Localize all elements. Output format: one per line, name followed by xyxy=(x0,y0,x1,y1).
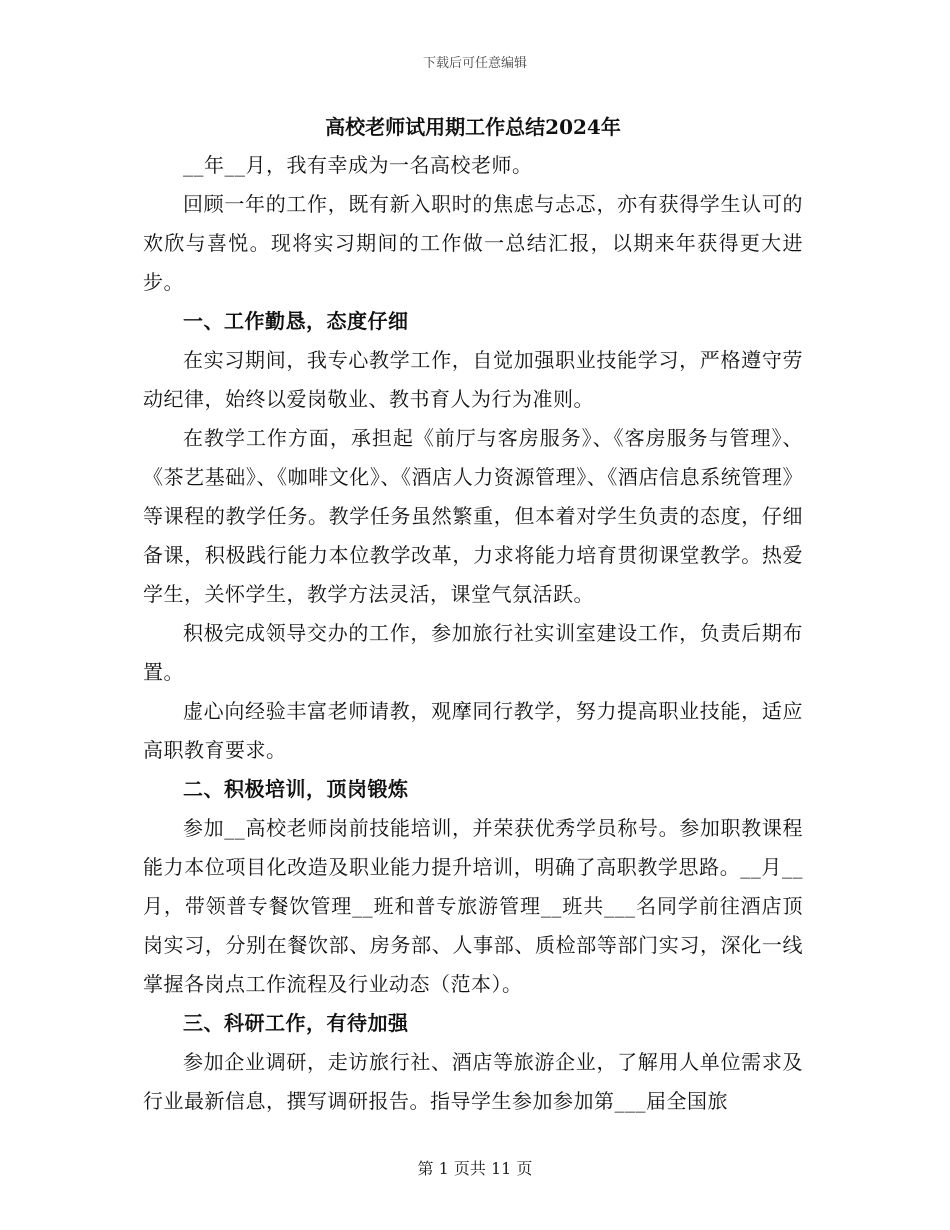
section-heading: 三、科研工作，有待加强 xyxy=(183,1011,409,1035)
header-note: 下载后可任意编辑 xyxy=(422,56,527,71)
document-body xyxy=(143,108,803,1121)
section-heading: 一、工作勤恳，态度仔细 xyxy=(183,309,409,333)
paragraph: 参加__高校老师岗前技能培训，并荣获优秀学员称号。参加职教课程能力本位项目化改造及职业能力提升培训，明确了高职教学思路。__月__月，带领普专餐饮管理__班和普专旅游管理__班共___名同学前往酒店顶岗实习，分别在餐饮部、房务部、人事部、质检部等部门实习，深化一线掌握各岗点工作流程及行业动态（范本）。 xyxy=(143,816,803,996)
paragraph: 积极完成领导交办的工作，参加旅行社实训室建设工作，负责后期布置。 xyxy=(143,621,803,684)
page-footer: 第 1 页共 11 页 xyxy=(417,1159,533,1178)
section-heading: 二、积极培训，顶岗锻炼 xyxy=(183,777,409,801)
paragraph: 在实习期间，我专心教学工作，自觉加强职业技能学习，严格遵守劳动纪律，始终以爱岗敬业、教书育人为行为准则。 xyxy=(143,348,803,411)
paragraph: 虚心向经验丰富老师请教，观摩同行教学，努力提高职业技能，适应高职教育要求。 xyxy=(143,699,803,762)
document-title: 高校老师试用期工作总结2024年 xyxy=(325,115,621,139)
paragraph: 参加企业调研，走访旅行社、酒店等旅游企业，了解用人单位需求及行业最新信息，撰写调研报告。指导学生参加参加第___届全国旅 xyxy=(143,1050,803,1113)
paragraph: __年__月，我有幸成为一名高校老师。 xyxy=(183,153,533,177)
paragraph: 回顾一年的工作，既有新入职时的焦虑与忐忑，亦有获得学生认可的欢欣与喜悦。现将实习期间的工作做一总结汇报，以期来年获得更大进步。 xyxy=(143,192,803,294)
paragraph: 在教学工作方面，承担起《前厅与客房服务》、《客房服务与管理》、《茶艺基础》、《咖啡文化》、《酒店人力资源管理》、《酒店信息系统管理》等课程的教学任务。教学任务虽然繁重，但本着对学生负责的态度，仔细备课，积极践行能力本位教学改革，力求将能力培育贯彻课堂教学。热爱学生，关怀学生，教学方法灵活，课堂气氛活跃。 xyxy=(143,426,803,606)
